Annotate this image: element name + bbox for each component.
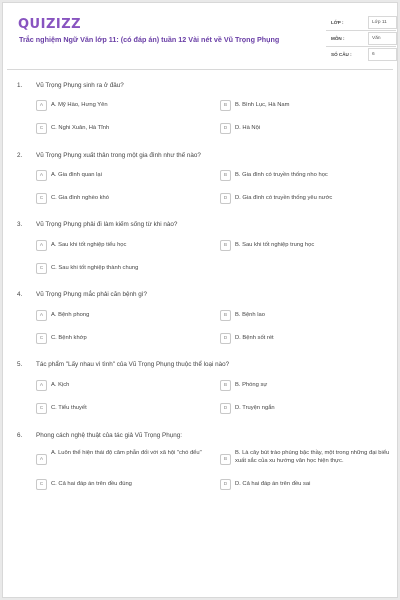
option-letter: A [36, 100, 47, 111]
option-text: C. Nghi Xuân, Hà Tĩnh [51, 125, 110, 131]
option-letter: A [36, 310, 47, 321]
option-text: D. Gia đình có truyền thống yêu nước [235, 195, 333, 201]
question-text: Vũ Trọng Phụng xuất thân trong một gia đình như thế nào? [36, 152, 201, 159]
question-number: 3. [17, 221, 23, 228]
option-letter: D [220, 403, 231, 414]
option-letter: B [220, 310, 231, 321]
question-number: 6. [17, 432, 23, 439]
option-text: B. Sau khi tốt nghiệp trung học [235, 242, 315, 248]
option-letter: D [220, 479, 231, 490]
option-letter: A [36, 170, 47, 181]
option-letter: B [220, 454, 231, 465]
question-text: Phong cách nghệ thuật của tác giả Vũ Trọng Phụng: [36, 432, 182, 439]
question-number: 2. [17, 152, 23, 159]
option-text: B. Phóng sự [235, 382, 268, 388]
option-letter: C [36, 263, 47, 274]
meta-value-count: 6 [368, 48, 397, 61]
meta-row-grade [326, 15, 396, 31]
option-text: A. Sau khi tốt nghiệp tiểu học [51, 242, 127, 248]
meta-label: MÔN : [331, 36, 345, 41]
option-letter: A [36, 240, 47, 251]
option-text: D. Hà Nội [235, 125, 261, 131]
option-text: A. Bệnh phong [51, 312, 90, 318]
option-text: C. Gia đình nghèo khó [51, 195, 110, 201]
option-text: C. Cả hai đáp án trên đều đúng [51, 481, 132, 487]
option-letter: C [36, 333, 47, 344]
question-text: Vũ Trọng Phụng sinh ra ở đâu? [36, 82, 124, 89]
worksheet-meta [326, 15, 396, 63]
option-letter: C [36, 479, 47, 490]
option-text: B. Là cây bút trào phúng bậc thầy, một trong những đại biểu xuất sắc của xu hướng văn học hiện thực. [235, 450, 390, 464]
option-letter: C [36, 123, 47, 134]
question-text: Tác phẩm "Lấy nhau vì tình" của Vũ Trọng Phụng thuộc thể loại nào? [36, 361, 230, 368]
meta-label: SỐ CÂU : [331, 52, 352, 57]
question-number: 4. [17, 291, 23, 298]
meta-value-subject: Văn [368, 32, 397, 45]
option-text: B. Bình Lục, Hà Nam [235, 102, 290, 108]
question-text: Vũ Trọng Phụng phải đi làm kiếm sống từ khi nào? [36, 221, 178, 228]
quizizz-logo: QUIZIZZ [18, 17, 82, 32]
option-text: B. Bệnh lao [235, 312, 265, 318]
option-text: D. Cả hai đáp án trên đều sai [235, 481, 311, 487]
meta-label: LỚP : [331, 20, 344, 25]
question-number: 1. [17, 82, 23, 89]
option-letter: B [220, 380, 231, 391]
meta-row-count [326, 47, 396, 63]
option-text: C. Bệnh khớp [51, 335, 87, 341]
worksheet-page [2, 2, 398, 598]
worksheet-title: Trắc nghiệm Ngữ Văn lớp 11: (có đáp án) tuần 12 Vài nét về Vũ Trọng Phụng [19, 35, 280, 44]
header-divider [7, 69, 393, 70]
option-letter: C [36, 193, 47, 204]
worksheet-header [3, 3, 397, 69]
meta-value-grade: Lớp 11 [368, 16, 397, 29]
option-letter: A [36, 454, 47, 465]
option-letter: D [220, 333, 231, 344]
option-text: A. Kịch [51, 382, 70, 388]
option-text: D. Bệnh sốt rét [235, 335, 274, 341]
option-letter: B [220, 170, 231, 181]
option-text: C. Sau khi tốt nghiệp thành chung [51, 265, 139, 271]
option-letter: D [220, 193, 231, 204]
option-letter: B [220, 240, 231, 251]
option-text: A. Gia đình quan lại [51, 172, 102, 178]
option-text: A. Mỹ Hào, Hưng Yên [51, 102, 108, 108]
option-text: A. Luôn thể hiện thái độ căm phẫn đối với xã hội "chó đểu" [51, 450, 202, 456]
option-text: B. Gia đình có truyền thống nho học [235, 172, 328, 178]
option-letter: A [36, 380, 47, 391]
option-text: D. Truyện ngắn [235, 405, 275, 411]
option-letter: C [36, 403, 47, 414]
option-text: C. Tiểu thuyết [51, 405, 87, 411]
option-letter: D [220, 123, 231, 134]
question-text: Vũ Trọng Phụng mắc phải căn bệnh gì? [36, 291, 147, 298]
meta-row-subject [326, 31, 396, 47]
option-letter: B [220, 100, 231, 111]
question-number: 5. [17, 361, 23, 368]
